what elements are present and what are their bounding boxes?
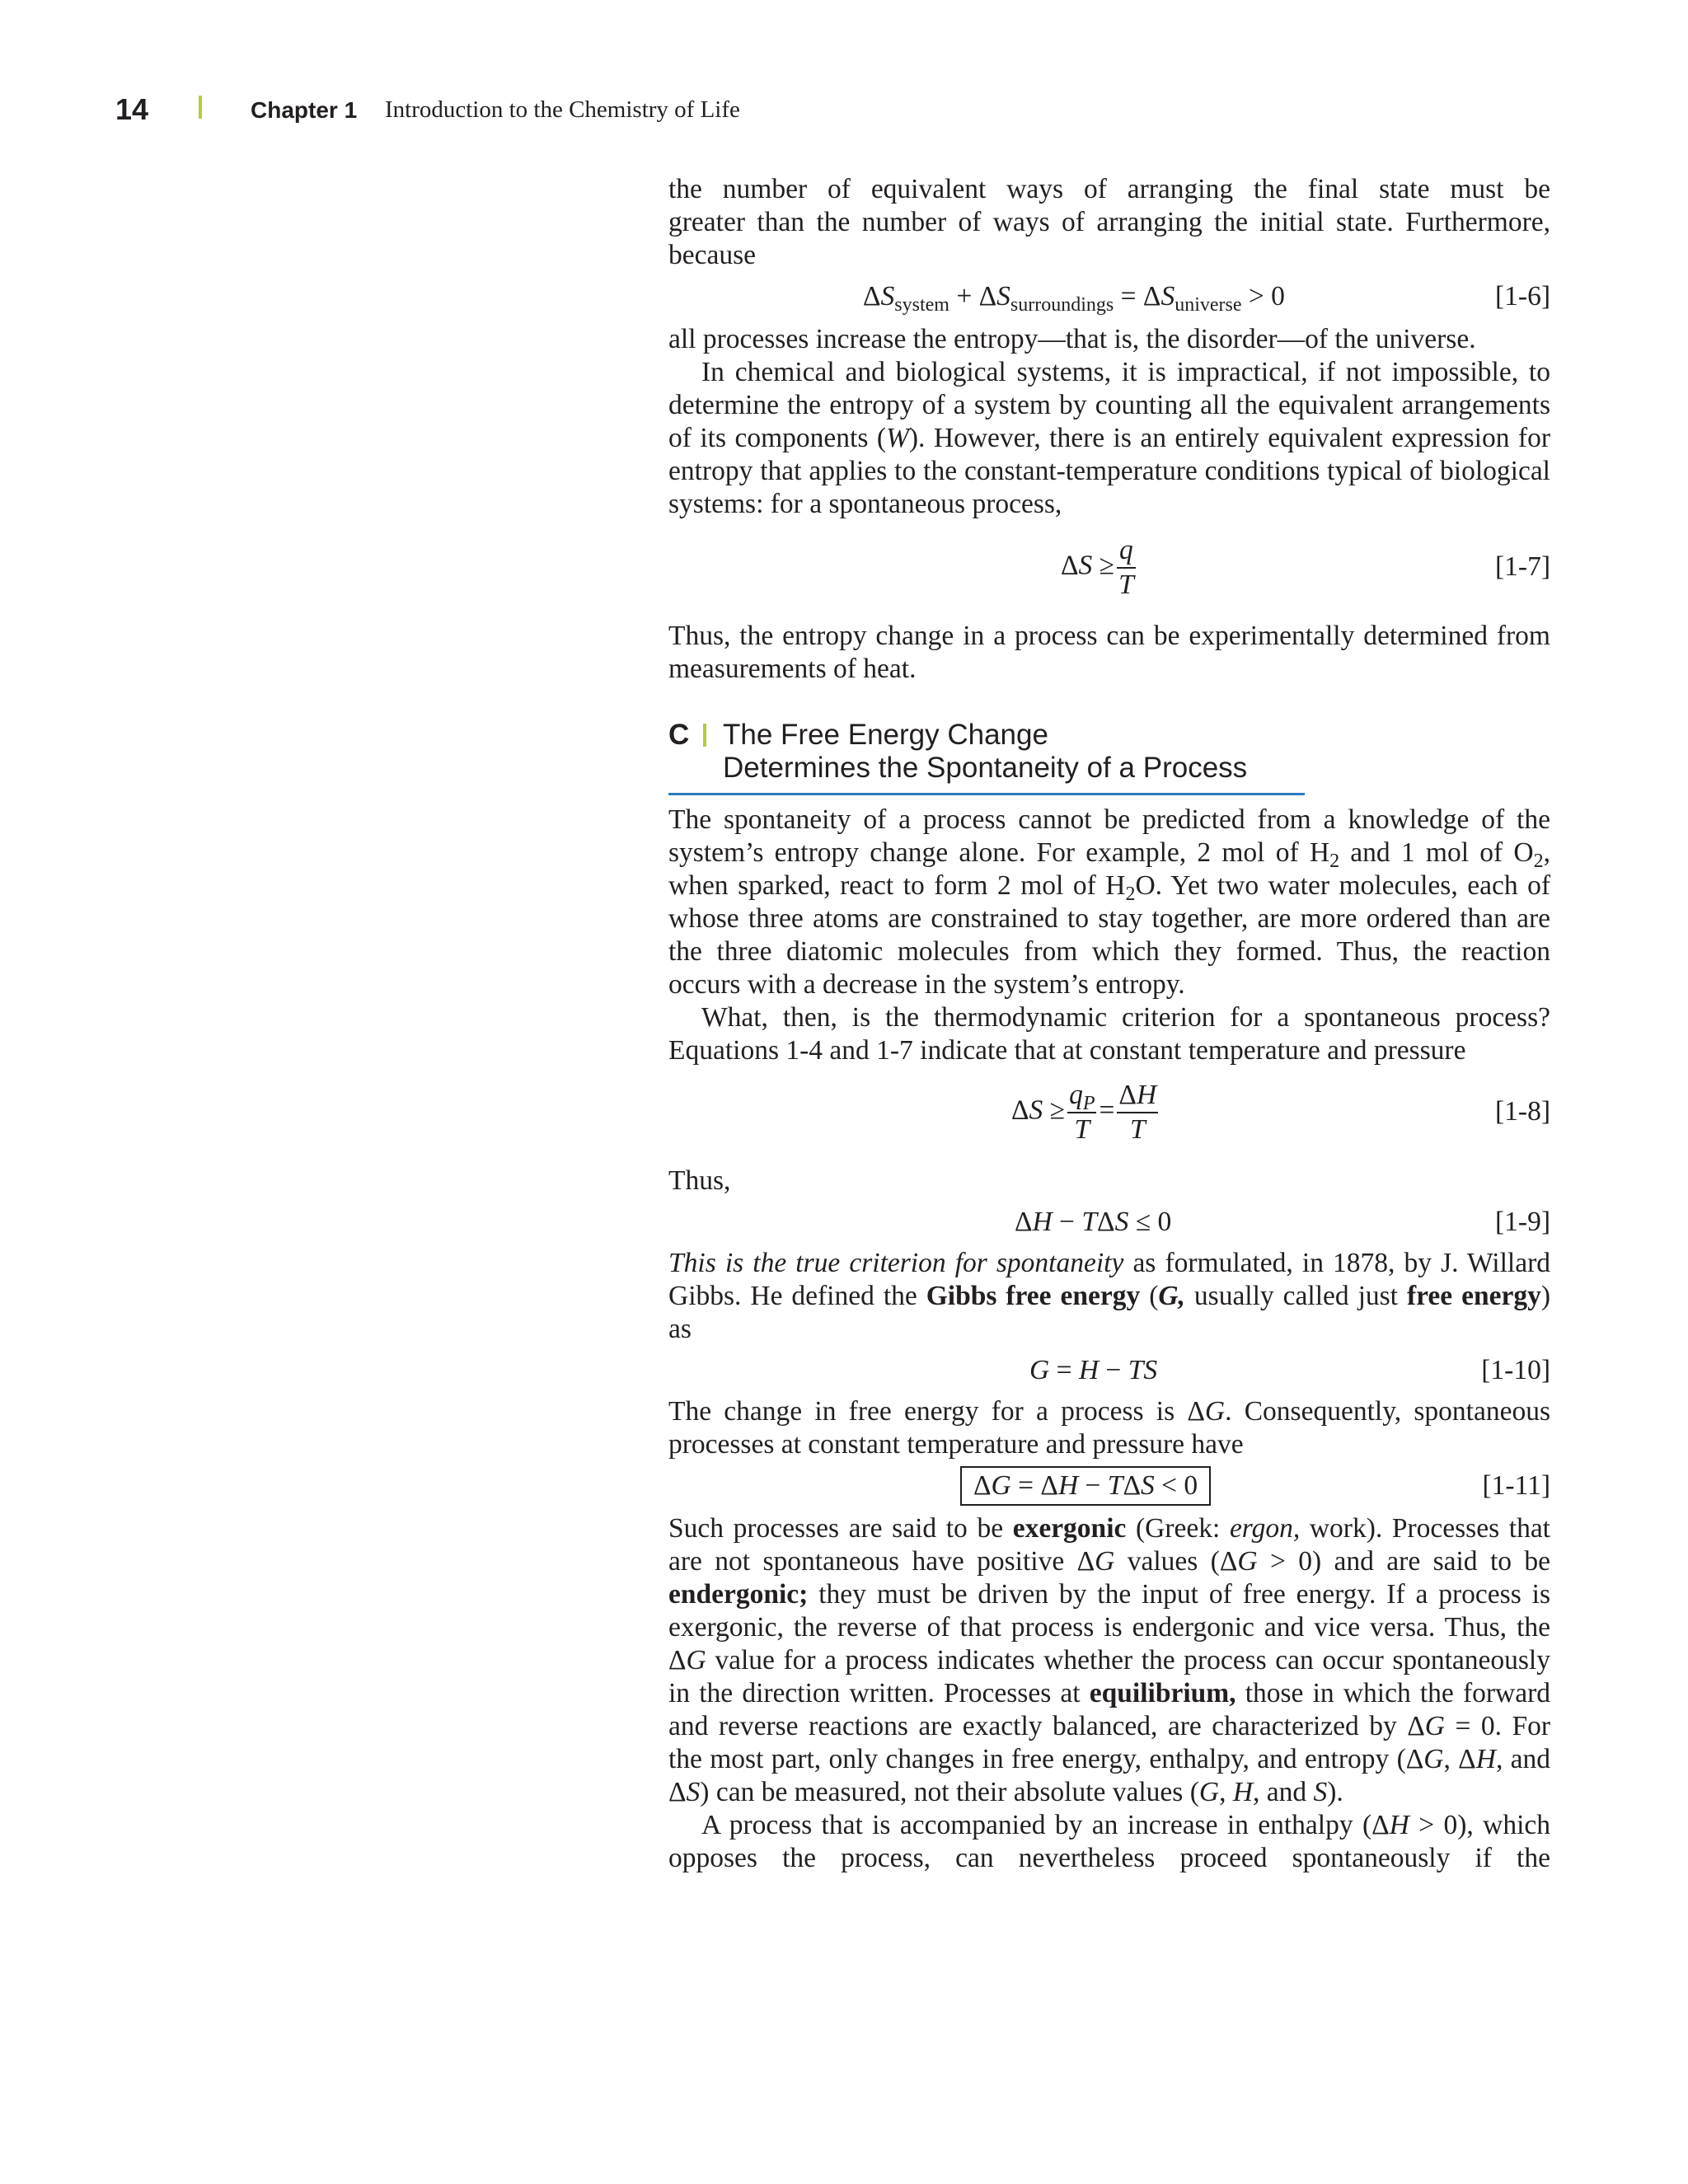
paragraph: This is the true criterion for spontaneity as formulated, in 1878, by J. Willard Gibbs. He defined the Gibbs free energy (G, usually called just free energy) as [668, 1248, 1551, 1344]
equation-1-9 [668, 1197, 1550, 1247]
equation-expression: ΔS ≥ $\frac{q}{T}$ [1061, 535, 1134, 600]
equation-expression: ΔH − TΔS ≤ 0 [1015, 1207, 1172, 1237]
fraction: $\frac{q_P}{T}$ [1069, 1080, 1095, 1145]
section-title-line: The Free Energy Change [723, 719, 1048, 751]
section-letter: C [668, 719, 690, 751]
fraction: $\frac{q}{T}$ [1118, 535, 1134, 600]
equation-number: [1-10] [1481, 1355, 1550, 1385]
header-divider [199, 96, 202, 119]
page-number: 14 [115, 92, 149, 126]
equation-number: [1-8] [1495, 1096, 1550, 1127]
paragraph: What, then, is the thermodynamic criterion for a spontaneous process? Equations 1-4 and 1-7 indicate that at constant temperature and pressure [668, 1002, 1550, 1066]
paragraph: Thus, [668, 1165, 731, 1196]
boxed-equation-expression: ΔG = ΔH − TΔS < 0 [960, 1466, 1211, 1506]
paragraph: A process that is accompanied by an increase in enthalpy (ΔH > 0), which opposes the process, can nevertheless proceed spontaneously if the [668, 1810, 1550, 1873]
equation-number: [1-7] [1495, 551, 1550, 582]
section-title-line: Determines the Spontaneity of a Process [723, 752, 1248, 784]
section-divider [703, 724, 706, 747]
equation-1-7 [668, 521, 1550, 620]
equation-1-6 [668, 272, 1550, 323]
paragraph: The change in free energy for a process is ΔG. Consequently, spontaneous processes at constant temperature and pressure have [668, 1396, 1550, 1460]
section-underline [668, 793, 1305, 795]
equation-1-10 [668, 1346, 1550, 1395]
equation-expression: ΔS ≥ $\frac{q_P}{T}$ = $\frac{\Delta H}{T}$ [1011, 1080, 1157, 1145]
paragraph: all processes increase the entropy—that is, the disorder—of the universe. [668, 324, 1476, 354]
main-text-column [668, 173, 1550, 1875]
paragraph: Such processes are said to be exergonic (Greek: ergon, work). Processes that are not spontaneous have positive ΔG values (ΔG > 0) and are said to be endergonic; they must be driven by the input of free energy. If a process is exergonic, the reverse of that process is endergonic and vice versa. Thus, the ΔG value for a process indicates whether the process can occur spontaneously in the direction written. Processes at equilibrium, those in which the forward and reverse reactions are exactly balanced, are characterized by ΔG = 0. For the most part, only changes in free energy, enthalpy, and entropy (ΔG, ΔH, and ΔS) can be measured, not their absolute values (G, H, and S). [668, 1513, 1551, 1807]
equation-expression: $\Delta S_{system} + \Delta S_{surroundings} = \Delta S_{universe} > 0$ [863, 281, 1285, 316]
equation-1-8 [668, 1067, 1550, 1165]
chapter-label: Chapter 1 [251, 97, 358, 123]
paragraph: Thus, the entropy change in a process can be experimentally determined from measurements of heat. [668, 621, 1550, 684]
running-header [0, 92, 1688, 134]
section-heading [668, 719, 1550, 795]
paragraph-line: because [668, 240, 757, 270]
paragraph: In chemical and biological systems, it is impractical, if not impossible, to determine the entropy of a system by counting all the equivalent arrangements of its components (W). However, there is an entirely equivalent expression for entropy that applies to the constant-temperature conditions typical of biological systems: for a spontaneous process, [668, 357, 1550, 519]
paragraph-line: the number of equivalent ways of arranging the final state must be [668, 174, 1550, 204]
equation-1-11 [668, 1461, 1550, 1512]
equation-expression: G = H − TS [1029, 1355, 1158, 1385]
paragraph-line: greater than the number of ways of arranging the initial state. Furthermore, [668, 207, 1550, 237]
equation-number: [1-11] [1482, 1470, 1550, 1501]
equation-number: [1-9] [1495, 1207, 1550, 1237]
equation-number: [1-6] [1495, 281, 1550, 312]
fraction: $\frac{\Delta H}{T}$ [1118, 1080, 1157, 1145]
paragraph: The spontaneity of a process cannot be predicted from a knowledge of the system’s entropy change alone. For example, 2 mol of $H_2$ and 1 mol of $O_2$, when sparked, react to form 2 mol of $H_2O$. Yet two water molecules, each of whose three atoms are constrained to stay together, are more ordered than are the three diatomic molecules from which they formed. Thus, the reaction occurs with a decrease in the system’s entropy. [668, 804, 1551, 1000]
chapter-title: Introduction to the Chemistry of Life [385, 96, 740, 123]
